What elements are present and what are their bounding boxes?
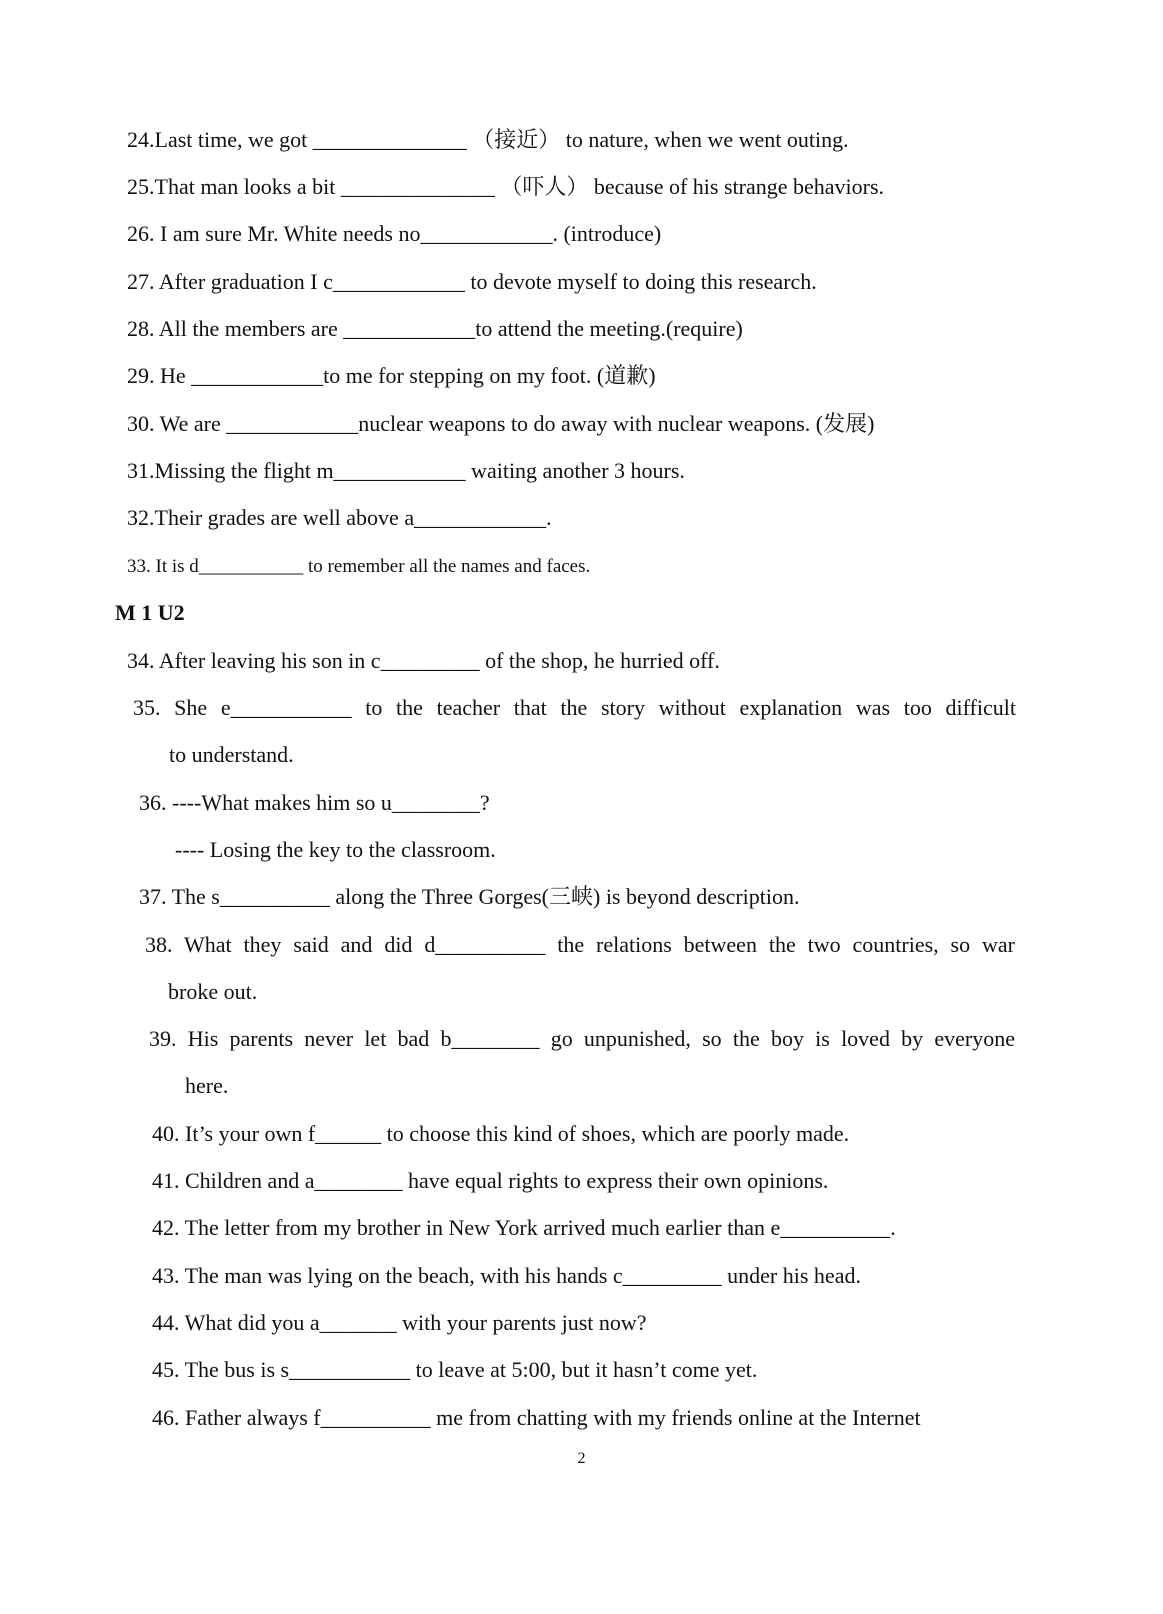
question-24: 24.Last time, we got ______________ （接近） to nature, when we went outing. <box>127 127 849 152</box>
page-number: 2 <box>577 1450 586 1467</box>
question-41: 41. Children and a________ have equal rights to express their own opinions. <box>152 1168 829 1193</box>
question-27: 27. After graduation I c____________ to devote myself to doing this research. <box>127 269 817 294</box>
question-32: 32.Their grades are well above a____________. <box>127 505 552 530</box>
question-46: 46. Father always f__________ me from chatting with my friends online at the Internet <box>152 1405 921 1430</box>
question-39: 39. His parents never let bad b________ go unpunished, so the boy is loved by everyone <box>149 1026 1015 1051</box>
question-28: 28. All the members are ____________to attend the meeting.(require) <box>127 316 743 341</box>
question-31: 31.Missing the flight m____________ waiting another 3 hours. <box>127 458 685 483</box>
question-43: 43. The man was lying on the beach, with his hands c_________ under his head. <box>152 1263 861 1288</box>
question-37: 37. The s__________ along the Three Gorges(三峡) is beyond description. <box>139 884 800 909</box>
question-26: 26. I am sure Mr. White needs no____________. (introduce) <box>127 221 662 246</box>
question-38-continued: broke out. <box>168 979 258 1004</box>
question-42: 42. The letter from my brother in New York arrived much earlier than e__________. <box>152 1215 896 1240</box>
question-25: 25.That man looks a bit ______________ （吓人） because of his strange behaviors. <box>127 174 885 199</box>
section-heading: M 1 U2 <box>115 600 185 625</box>
question-40: 40. It’s your own f______ to choose this kind of shoes, which are poorly made. <box>152 1121 850 1146</box>
question-44: 44. What did you a_______ with your parents just now? <box>152 1310 647 1335</box>
question-34: 34. After leaving his son in c_________ of the shop, he hurried off. <box>127 648 720 673</box>
question-38: 38. What they said and did d__________ the relations between the two countries, so war <box>145 932 1015 957</box>
question-35-continued: to understand. <box>169 742 294 767</box>
question-30: 30. We are ____________nuclear weapons to do away with nuclear weapons. (发展) <box>127 411 875 436</box>
question-45: 45. The bus is s___________ to leave at 5:00, but it hasn’t come yet. <box>152 1357 758 1382</box>
question-36-answer: ---- Losing the key to the classroom. <box>175 837 496 862</box>
question-33: 33. It is d___________ to remember all the names and faces. <box>127 556 591 577</box>
question-36: 36. ----What makes him so u________? <box>139 790 490 815</box>
question-39-continued: here. <box>185 1073 229 1098</box>
question-35: 35. She e___________ to the teacher that the story without explanation was too difficult <box>133 695 1016 720</box>
question-29: 29. He ____________to me for stepping on my foot. (道歉) <box>127 363 656 388</box>
